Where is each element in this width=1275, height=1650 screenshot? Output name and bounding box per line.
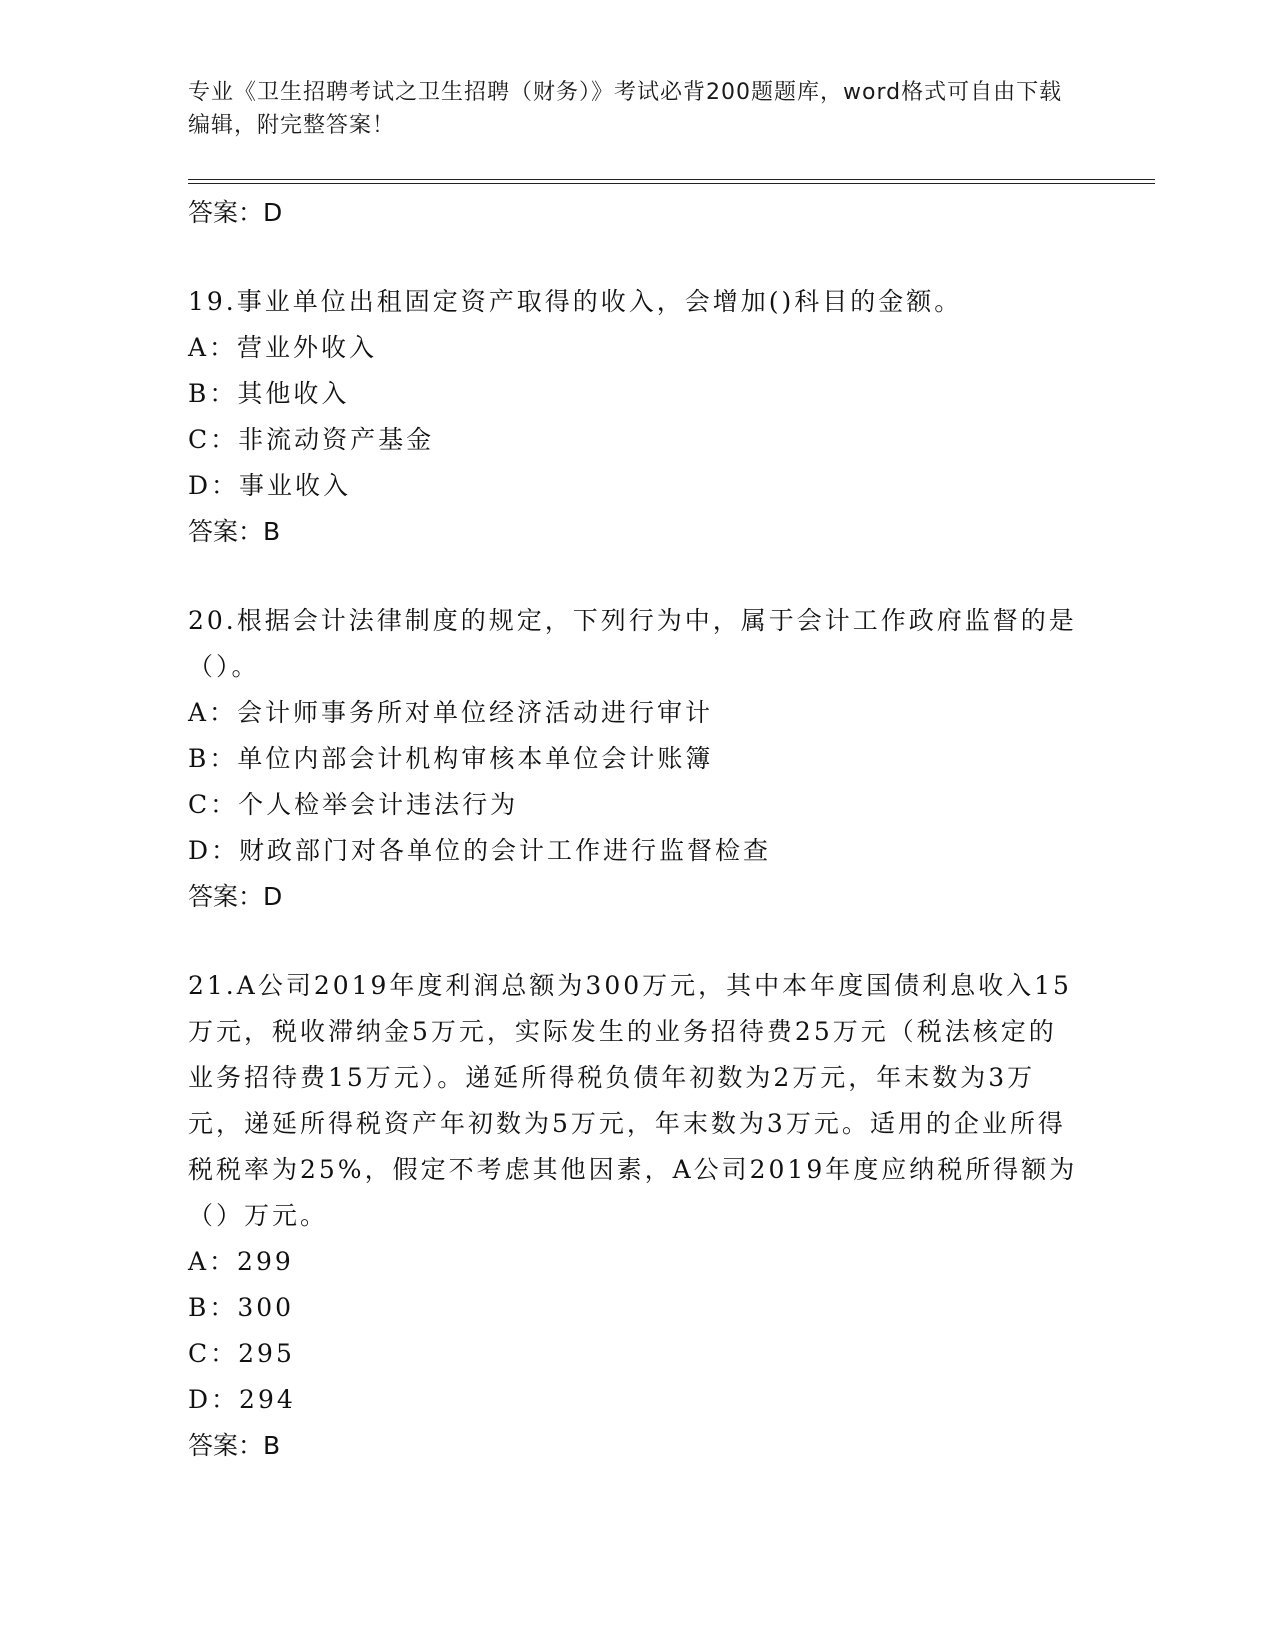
option-a: A：299 <box>188 1247 294 1276</box>
question-text: 21.A公司2019年度利润总额为300万元，其中本年度国债利息收入15万元，税收滞纳金5万元，实际发生的业务招待费25万元（税法核定的业务招待费15万元）。递延所得税负债年初数为2万元，年末数为3万元，递延所得税资产年初数为5万元，年末数为3万元。适用的企业所得税税率为25%，假定不考虑其他因素，A公司2019年度应纳税所得额为（）万元。 <box>188 971 1078 1230</box>
option-d: D：294 <box>188 1385 296 1414</box>
question-list <box>188 190 1088 1468</box>
answer-18: 答案：D <box>188 198 283 227</box>
question-text: 20.根据会计法律制度的规定，下列行为中，属于会计工作政府监督的是（）。 <box>188 606 1077 681</box>
answer-19: 答案：B <box>188 517 281 546</box>
option-d: D：事业收入 <box>188 471 352 500</box>
answer-20: 答案：D <box>188 882 283 911</box>
question-19 <box>188 279 1088 554</box>
page-header: 专业《卫生招聘考试之卫生招聘（财务）》考试必背200题题库，word格式可自由下载编辑，附完整答案！ <box>188 80 1063 138</box>
question-20 <box>188 598 1088 919</box>
header-rule-secondary <box>188 183 1155 184</box>
answer-21: 答案：B <box>188 1431 281 1460</box>
option-b: B：其他收入 <box>188 379 350 408</box>
option-c: C：295 <box>188 1339 295 1368</box>
question-21 <box>188 963 1088 1468</box>
option-c: C：个人检举会计违法行为 <box>188 790 519 819</box>
option-a: A：营业外收入 <box>188 333 378 362</box>
option-b: B：单位内部会计机构审核本单位会计账簿 <box>188 744 714 773</box>
header-rule <box>188 179 1155 180</box>
option-b: B：300 <box>188 1293 295 1322</box>
option-d: D：财政部门对各单位的会计工作进行监督检查 <box>188 836 772 865</box>
question-text: 19.事业单位出租固定资产取得的收入，会增加()科目的金额。 <box>188 287 963 316</box>
option-a: A：会计师事务所对单位经济活动进行审计 <box>188 698 714 727</box>
option-c: C：非流动资产基金 <box>188 425 435 454</box>
